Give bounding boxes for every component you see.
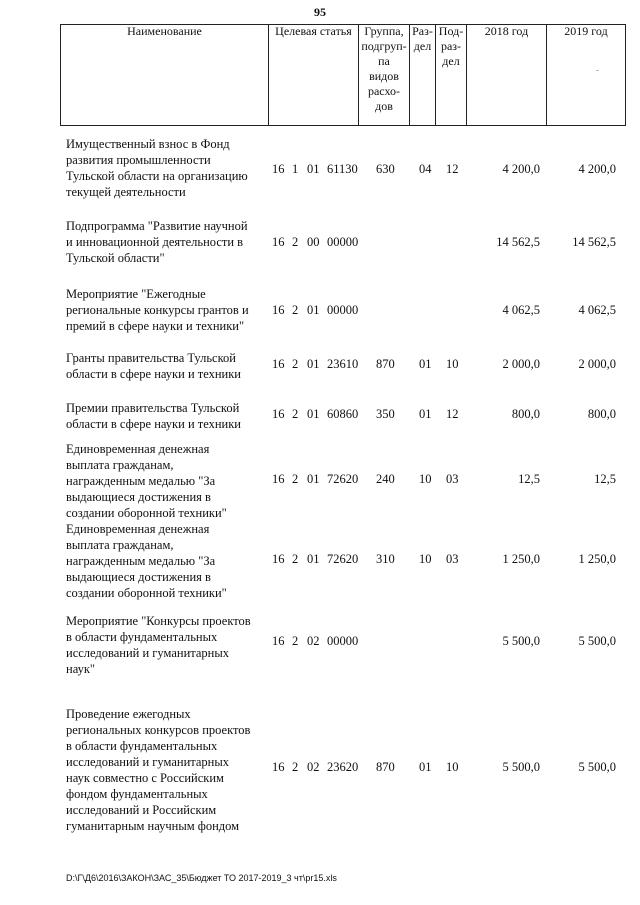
cell-razdel: 04: [419, 162, 432, 176]
row-name-line: развития промышленности: [66, 153, 211, 167]
row-name: [66, 136, 269, 200]
row-name: [66, 286, 269, 334]
cell-code: 72620: [327, 552, 359, 566]
row-name-line: создании оборонной техники": [66, 506, 227, 520]
header-group-line: па: [378, 54, 390, 68]
row-name-line: выплата гражданам,: [66, 458, 174, 472]
cell-code: 72620: [327, 472, 359, 486]
header-group-line: дов: [375, 99, 393, 113]
row-name-line: Мероприятие "Конкурсы проектов: [66, 614, 251, 628]
row-name-line: выдающиеся достижения в: [66, 570, 211, 584]
cell-prog: 16: [272, 303, 285, 317]
cell-sub: 2: [292, 472, 299, 486]
row-name-line: Единовременная денежная: [66, 522, 210, 536]
cell-podrazdel: 10: [446, 760, 459, 774]
cell-prog: 16: [272, 407, 285, 421]
cell-v2019: 1 250,0: [578, 552, 616, 566]
cell-code: 61130: [327, 162, 358, 176]
scan-mark: [596, 70, 599, 71]
header-subsection-line: Под-: [438, 24, 464, 38]
row-name-line: Гранты правительства Тульской: [66, 351, 236, 365]
cell-code: 00000: [327, 634, 359, 648]
cell-podrazdel: 03: [446, 552, 459, 566]
row-name-line: Премии правительства Тульской: [66, 401, 240, 415]
header-2018-text: 2018 год: [484, 24, 529, 38]
row-name-line: исследований и гуманитарных: [66, 755, 230, 769]
row-name: [66, 400, 269, 432]
row-name: [66, 218, 269, 266]
cell-sub: 2: [292, 760, 299, 774]
cell-v2019: 5 500,0: [578, 760, 616, 774]
header-section: [409, 24, 436, 126]
cell-main: 01: [307, 303, 320, 317]
cell-main: 01: [307, 162, 320, 176]
cell-v2018: 800,0: [511, 407, 540, 421]
cell-group: 870: [376, 357, 395, 371]
row-name-line: исследований и Российским: [66, 803, 217, 817]
cell-v2018: 4 062,5: [502, 303, 540, 317]
cell-sub: 2: [292, 357, 299, 371]
cell-v2018: 5 500,0: [502, 634, 540, 648]
header-group-line: подгруп-: [361, 39, 407, 53]
file-path-footer: D:\Г\Д6\2016\ЗАКОН\ЗАС_35\Бюджет ТО 2017-2019_3 чт\pr15.xls: [66, 873, 337, 883]
cell-podrazdel: 12: [446, 407, 459, 421]
cell-sub: 2: [292, 303, 299, 317]
header-section-line: Раз-: [412, 24, 433, 38]
cell-razdel: 01: [419, 357, 432, 371]
cell-sub: 2: [292, 552, 299, 566]
cell-group: 870: [376, 760, 395, 774]
header-2019: [546, 24, 626, 126]
row-name-line: Имущественный взнос в Фонд: [66, 137, 230, 151]
header-subsection-line: раз-: [440, 39, 462, 53]
header-name-text: Наименование: [127, 24, 202, 38]
header-group-line: расхо-: [367, 84, 401, 98]
row-name-line: награжденным медалью "За: [66, 554, 216, 568]
cell-prog: 16: [272, 235, 285, 249]
row-name-line: Проведение ежегодных: [66, 707, 191, 721]
cell-group: 350: [376, 407, 395, 421]
row-name-line: наук": [66, 662, 96, 676]
cell-v2019: 800,0: [587, 407, 616, 421]
row-name-line: исследований и гуманитарных: [66, 646, 230, 660]
cell-code: 00000: [327, 235, 359, 249]
cell-podrazdel: 03: [446, 472, 459, 486]
cell-v2019: 4 062,5: [578, 303, 616, 317]
row-name-line: выплата гражданам,: [66, 538, 174, 552]
cell-sub: 1: [292, 162, 299, 176]
cell-podrazdel: 12: [446, 162, 459, 176]
cell-v2019: 12,5: [594, 472, 616, 486]
cell-main: 01: [307, 407, 320, 421]
header-section-line: дел: [413, 39, 432, 53]
row-name-line: награжденным медалью "За: [66, 474, 216, 488]
row-name-line: наук совместно с Российским: [66, 771, 224, 785]
row-name: [66, 521, 269, 601]
cell-v2018: 1 250,0: [502, 552, 540, 566]
cell-sub: 2: [292, 407, 299, 421]
cell-group: 310: [376, 552, 395, 566]
row-name-line: Тульской области на организацию: [66, 169, 248, 183]
header-target-text: Целевая статья: [275, 24, 352, 38]
row-name-line: региональных конкурсов проектов: [66, 723, 251, 737]
row-name-line: в области фундаментальных: [66, 739, 218, 753]
cell-v2018: 14 562,5: [496, 235, 540, 249]
row-name-line: выдающиеся достижения в: [66, 490, 211, 504]
header-2018: [466, 24, 547, 126]
header-name: [60, 24, 269, 126]
row-name: [66, 350, 269, 382]
cell-razdel: 10: [419, 552, 432, 566]
cell-main: 01: [307, 472, 320, 486]
row-name: [66, 706, 269, 834]
header-group: [358, 24, 410, 126]
row-name-line: фондом фундаментальных: [66, 787, 208, 801]
row-name-line: текущей деятельности: [66, 185, 186, 199]
cell-v2019: 2 000,0: [578, 357, 616, 371]
cell-v2019: 14 562,5: [572, 235, 616, 249]
cell-v2018: 5 500,0: [502, 760, 540, 774]
cell-code: 23610: [327, 357, 359, 371]
cell-prog: 16: [272, 357, 285, 371]
cell-main: 02: [307, 634, 320, 648]
row-name-line: и инновационной деятельности в: [66, 235, 244, 249]
cell-prog: 16: [272, 760, 285, 774]
row-name-line: области в сфере науки и техники: [66, 367, 241, 381]
cell-prog: 16: [272, 472, 285, 486]
cell-group: 240: [376, 472, 395, 486]
cell-v2019: 5 500,0: [578, 634, 616, 648]
cell-razdel: 01: [419, 760, 432, 774]
cell-razdel: 10: [419, 472, 432, 486]
header-2019-text: 2019 год: [564, 24, 608, 38]
cell-v2018: 12,5: [518, 472, 540, 486]
page-number: 95: [314, 5, 326, 19]
cell-main: 01: [307, 552, 320, 566]
cell-v2019: 4 200,0: [578, 162, 616, 176]
header-subsection: [435, 24, 467, 126]
row-name: [66, 441, 269, 521]
row-name-line: Мероприятие "Ежегодные: [66, 287, 206, 301]
header-group-line: видов: [369, 69, 399, 83]
row-name-line: Тульской области": [66, 251, 165, 265]
row-name-line: области в сфере науки и техники: [66, 417, 241, 431]
cell-podrazdel: 10: [446, 357, 459, 371]
cell-prog: 16: [272, 162, 285, 176]
row-name-line: региональные конкурсы грантов и: [66, 303, 249, 317]
cell-prog: 16: [272, 552, 285, 566]
cell-v2018: 2 000,0: [502, 357, 540, 371]
cell-sub: 2: [292, 235, 299, 249]
cell-main: 01: [307, 357, 320, 371]
row-name-line: создании оборонной техники": [66, 586, 227, 600]
row-name-line: гуманитарным научным фондом: [66, 819, 240, 833]
row-name-line: в области фундаментальных: [66, 630, 218, 644]
cell-v2018: 4 200,0: [502, 162, 540, 176]
cell-main: 02: [307, 760, 320, 774]
row-name: [66, 613, 269, 677]
cell-razdel: 01: [419, 407, 432, 421]
header-subsection-line: дел: [442, 54, 460, 68]
row-name-line: премий в сфере науки и техники": [66, 319, 245, 333]
cell-code: 60860: [327, 407, 359, 421]
cell-main: 00: [307, 235, 320, 249]
cell-sub: 2: [292, 634, 299, 648]
cell-code: 23620: [327, 760, 359, 774]
row-name-line: Подпрограмма "Развитие научной: [66, 219, 248, 233]
cell-code: 00000: [327, 303, 359, 317]
header-group-line: Группа,: [364, 24, 404, 38]
cell-group: 630: [376, 162, 395, 176]
cell-prog: 16: [272, 634, 285, 648]
header-target: [268, 24, 359, 126]
row-name-line: Единовременная денежная: [66, 442, 210, 456]
